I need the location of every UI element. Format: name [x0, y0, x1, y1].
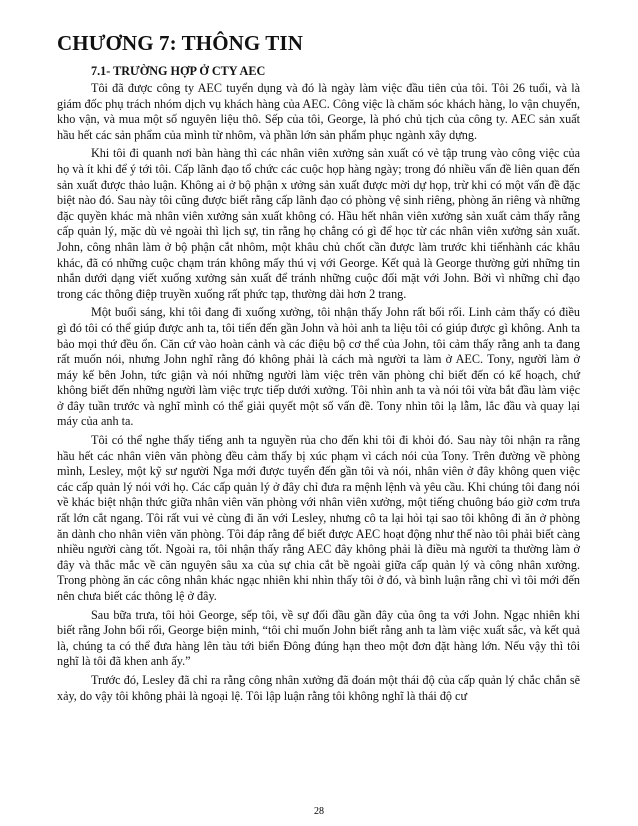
paragraph: Một buổi sáng, khi tôi đang đi xuống xưởng, tôi nhận thấy John rất bối rối. Linh cảm thấy có điều gì đó tôi có thể giúp được anh ta, tôi tiến đến gần John và hỏi anh ta liệu tôi có giúp được gì không. Anh ta bảo mọi thứ đều ổn. Căn cứ vào hoàn cảnh và các điệu bộ cơ thể của John, tôi cảm thấy rằng anh ta đang rất muốn nói, nhưng John nghĩ rằng đó không phải là cách mà người ta làm ở AEC. Tony, người làm ở máy kế bên John, tức giận và nói những người làm việc trên văn phòng chỉ biết đến có kế hoạch, chứ không biết đến những người làm việc trực tiếp dưới xưởng. Tôi nhìn anh ta và nói tôi vừa bắt đầu làm việc ở đây tuần trước và nghĩ mình có thể giải quyết một số vấn đề. Tony nhìn tôi lạ lẫm, lắc đầu và quay lại máy của anh ta.: [57, 305, 580, 429]
paragraph: Sau bữa trưa, tôi hỏi George, sếp tôi, về sự đối đầu gần đây của ông ta với John. Ngạc nhiên khi biết rằng John bối rối, George biện minh, “tôi chỉ muốn John biết rằng anh ta làm việc xuất sắc, và kết quả là, chúng ta có thể đưa hàng lên tàu tới biển Đông đúng hạn theo một đơn đặt hàng lớn. Nếu vậy thì tôi nghĩ là tôi đã khen anh ấy.”: [57, 607, 580, 669]
paragraph: Trước đó, Lesley đã chỉ ra rằng công nhân xưởng đã đoán một thái độ của cấp quản lý chắc chắn sẽ xảy, do vậy tôi không phải là ngoại lệ. Tôi lập luận rằng tôi không nghĩ là thái độ cư: [57, 672, 580, 703]
page-number: 28: [314, 806, 324, 817]
paragraph: Tôi đã được công ty AEC tuyển dụng và đó là ngày làm việc đầu tiên của tôi. Tôi 26 tuổi, và là giám đốc phụ trách nhóm dịch vụ khách hàng của AEC. Công việc là chăm sóc khách hàng, lo vận chuyển, kho vận, và mua một số nguyên liệu thô. Sếp của tôi, George, là phó chủ tịch của công ty. AEC sản xuất hầu hết các sản phẩm của mình từ nhôm, và phần lớn sản phẩm phục ngành xây dựng.: [57, 81, 580, 142]
section-title: 7.1- TRƯỜNG HỢP Ở CTY AEC: [91, 64, 266, 78]
paragraph: Khi tôi đi quanh nơi bàn hàng thì các nhân viên xưởng sản xuất có vẻ tập trung vào công việc của họ và ít khi để ý tới tôi. Cấp lãnh đạo tổ chức các cuộc họp hàng ngày; trong đó nhiều vấn đề liên quan đến sản xuất được thảo luận. Không ai ở bộ phận x ưởng sản xuất được mời dự họp, trừ khi có một vấn đề đặc biệt nào đó. Sau này tôi cũng được biết rằng cấp lãnh đạo có phòng vệ sinh riêng, phòng ăn riêng và những đặc quyền khác mà nhân viên xưởng sản xuất không có. Hầu hết nhân viên xưởng sản xuất cảm thấy rằng cấp quản lý, mặc dù vẻ ngoài thì lịch sự, tin rằng họ chẳng có gì để học từ các nhân viên xưởng sản xuất. John, công nhân làm ở bộ phận cắt nhôm, một khâu chủ chốt cần được làm trước khi tiếnhành các khâu khác, đã có những cuộc chạm trán không mấy thú vị với George. Kết quả là George thường gửi những tin nhắn dưới dạng viết xuống xưởng sản xuất để tránh những cuộc đối mặt với John. Bởi vì những chỉ đạo trong các thông điệp truyền xuống rất phức tạp, thường dài hơn 2 trang.: [57, 146, 580, 301]
chapter-title: CHƯƠNG 7: THÔNG TIN: [57, 31, 303, 55]
paragraph: Tôi có thể nghe thấy tiếng anh ta nguyền rủa cho đến khi tôi đi khỏi đó. Sau này tôi nhận ra rằng hầu hết các nhân viên văn phòng đều cảm thấy bị xúc phạm vì cách nói của Tony. Trên đường về phòng mình, Lesley, một kỹ sư người Nga mới được tuyển đến gần tôi và nói, nhân viên ở đây không quen việc các cấp quản lý nói với họ. Các cấp quản lý ở đây chỉ đưa ra mệnh lệnh và yêu cầu. Khi chúng tôi đang nói về khác biệt nhận thức giữa nhân viên văn phòng với nhân viên xưởng, một tiếng chuông báo giờ cơm trưa rất lớn cắt ngang. Tôi rất vui vẻ cùng đi ăn với Lesley, nhưng cô ta lại hỏi tại sao tôi không đi ăn ở phòng ăn dành cho nhân viên văn phòng. Tôi đáp rằng để biết được AEC hoạt động như thế nào tôi phải biết càng nhiều người càng tốt. Ngoài ra, tôi nhận thấy rằng AEC đây không phải là điều mà người ta thường làm ở đây và thắc mắc về căn nguyên sâu xa của sự chia cắt bề ngoài giữa cấp quản lý và công nhân xưởng. Trong phòng ăn các công nhân khác ngạc nhiên khi nhìn thấy tôi ở đó, và bình luận rằng chỉ vì tôi mới đến nên chưa biết các thông lệ ở đây.: [57, 433, 580, 603]
